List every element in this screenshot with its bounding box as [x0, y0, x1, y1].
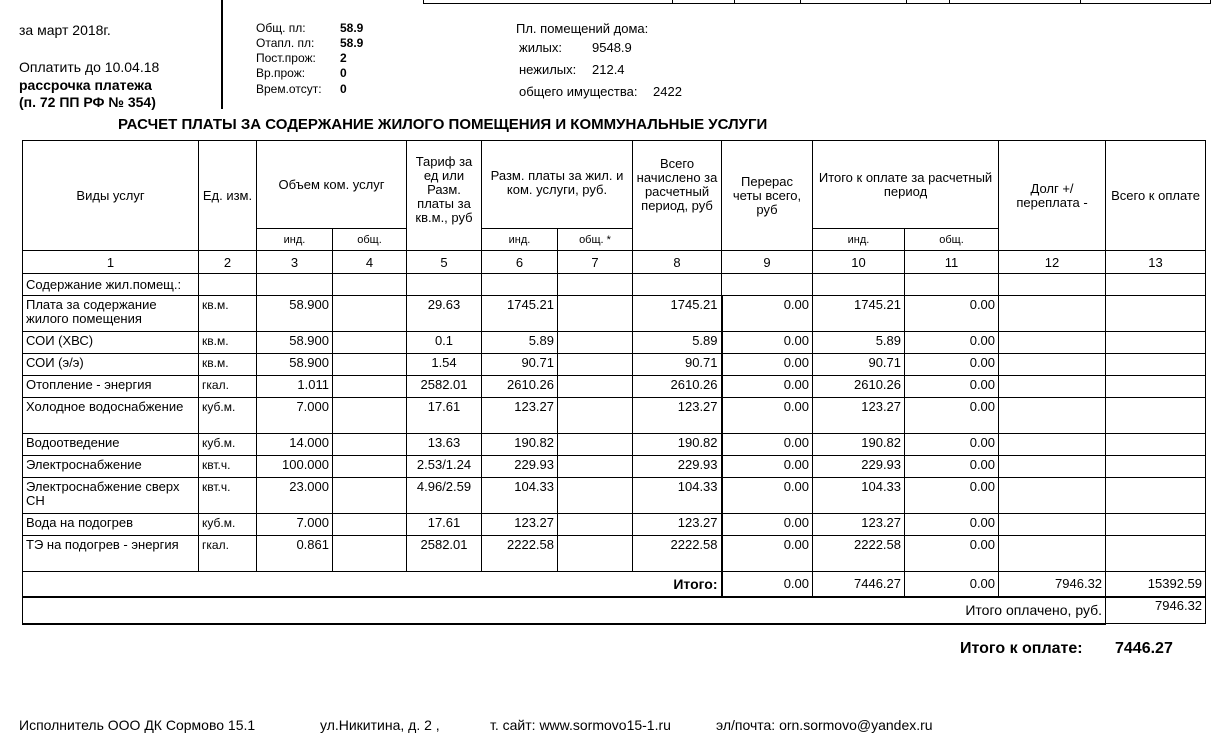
- payment-ind-cell: 123.27: [482, 398, 558, 434]
- debt-cell: [999, 514, 1106, 536]
- col-number: 7: [558, 251, 633, 274]
- table-row: [23, 434, 1206, 456]
- volume-common-cell: [333, 536, 407, 572]
- volume-ind-cell: 58.900: [257, 332, 333, 354]
- totals-to-pay: 15392.59: [1106, 572, 1206, 597]
- total-common-cell: 0.00: [905, 296, 999, 332]
- debt-cell: [999, 434, 1106, 456]
- table-row: [23, 536, 1206, 572]
- volume-ind-cell: 58.900: [257, 354, 333, 376]
- service-name: СОИ (э/э): [23, 354, 199, 376]
- total-ind-cell: 123.27: [813, 514, 905, 536]
- accrued-cell: 1745.21: [633, 296, 722, 332]
- totals-label: Итого:: [23, 572, 722, 597]
- debt-cell: [999, 354, 1106, 376]
- house-nonliving-value: 212.4: [592, 62, 625, 77]
- to-pay-cell: [1106, 536, 1206, 572]
- header-tariff: Тариф за ед или Разм. платы за кв.м., руб: [407, 141, 482, 251]
- accrued-cell: 229.93: [633, 456, 722, 478]
- debt-cell: [999, 376, 1106, 398]
- service-name: Водоотведение: [23, 434, 199, 456]
- header-total-ind: инд.: [813, 229, 905, 251]
- recalc-cell: 0.00: [722, 514, 813, 536]
- unit-cell: гкал.: [199, 536, 257, 572]
- house-areas-title: Пл. помещений дома:: [516, 21, 649, 36]
- accrued-cell: 104.33: [633, 478, 722, 514]
- debt-cell: [999, 456, 1106, 478]
- header-recalc: Перерас четы всего, руб: [722, 141, 813, 251]
- total-ind-cell: 90.71: [813, 354, 905, 376]
- unit-cell: куб.м.: [199, 398, 257, 434]
- total-ind-cell: 2222.58: [813, 536, 905, 572]
- top-table-fragment: [423, 0, 1211, 4]
- payment-ind-cell: 2222.58: [482, 536, 558, 572]
- volume-ind-cell: 100.000: [257, 456, 333, 478]
- section-row-label: Содержание жил.помещ.:: [23, 274, 199, 296]
- header-unit: Ед. изм.: [199, 141, 257, 251]
- total-common-cell: 0.00: [905, 398, 999, 434]
- to-pay-cell: [1106, 296, 1206, 332]
- tariff-cell: 0.1: [407, 332, 482, 354]
- table-row: [23, 478, 1206, 514]
- col-number: 3: [257, 251, 333, 274]
- header-volume: Объем ком. услуг: [257, 141, 407, 229]
- col-number: 10: [813, 251, 905, 274]
- payment-ind-cell: 104.33: [482, 478, 558, 514]
- house-common-value: 2422: [653, 84, 682, 99]
- installment-line1: рассрочка платежа: [19, 77, 152, 93]
- tariff-cell: 2582.01: [407, 376, 482, 398]
- stat-permanent-residents: Пост.прож: 2: [256, 51, 347, 65]
- footer-executor: Исполнитель ООО ДК Сормово 15.1: [19, 717, 256, 733]
- house-nonliving-label: нежилых:: [519, 62, 577, 77]
- header-volume-ind: инд.: [257, 229, 333, 251]
- col-number: 8: [633, 251, 722, 274]
- debt-cell: [999, 398, 1106, 434]
- recalc-cell: 0.00: [722, 296, 813, 332]
- to-pay-cell: [1106, 398, 1206, 434]
- total-ind-cell: 2610.26: [813, 376, 905, 398]
- recalc-cell: 0.00: [722, 536, 813, 572]
- table-row: [23, 296, 1206, 332]
- house-common-label: общего имущества:: [519, 84, 638, 99]
- accrued-cell: 5.89: [633, 332, 722, 354]
- col-number: 11: [905, 251, 999, 274]
- header-accrued: Всего начислено за расчетный период, руб: [633, 141, 722, 251]
- total-common-cell: 0.00: [905, 354, 999, 376]
- payment-common-cell: [558, 536, 633, 572]
- payment-common-cell: [558, 354, 633, 376]
- service-name: Электроснабжение сверх СН: [23, 478, 199, 514]
- volume-common-cell: [333, 332, 407, 354]
- payment-ind-cell: 229.93: [482, 456, 558, 478]
- header-payment-ind: инд.: [482, 229, 558, 251]
- debt-cell: [999, 536, 1106, 572]
- payment-ind-cell: 2610.26: [482, 376, 558, 398]
- unit-cell: куб.м.: [199, 514, 257, 536]
- accrued-cell: 2610.26: [633, 376, 722, 398]
- footer-email[interactable]: эл/почта: orn.sormovo@yandex.ru: [716, 717, 933, 733]
- col-number: 5: [407, 251, 482, 274]
- installment-line2: (п. 72 ПП РФ № 354): [19, 94, 156, 110]
- total-common-cell: 0.00: [905, 376, 999, 398]
- to-pay-cell: [1106, 332, 1206, 354]
- charges-table: [22, 140, 1206, 625]
- volume-common-cell: [333, 434, 407, 456]
- table-row: [23, 398, 1206, 434]
- paid-label: Итого оплачено, руб.: [23, 597, 1106, 624]
- table-row: [23, 354, 1206, 376]
- table-row: [23, 514, 1206, 536]
- stat-temporary-residents: Вр.прож: 0: [256, 66, 347, 80]
- header-volume-common: общ.: [333, 229, 407, 251]
- volume-ind-cell: 7.000: [257, 514, 333, 536]
- house-living-value: 9548.9: [592, 40, 632, 55]
- volume-common-cell: [333, 514, 407, 536]
- table-row: [23, 332, 1206, 354]
- payment-common-cell: [558, 296, 633, 332]
- payment-common-cell: [558, 456, 633, 478]
- payment-common-cell: [558, 478, 633, 514]
- col-number: 9: [722, 251, 813, 274]
- service-name: Холодное водоснабжение: [23, 398, 199, 434]
- col-number: 6: [482, 251, 558, 274]
- col-number: 13: [1106, 251, 1206, 274]
- totals-debt: 7946.32: [999, 572, 1106, 597]
- total-common-cell: 0.00: [905, 478, 999, 514]
- volume-common-cell: [333, 376, 407, 398]
- table-row: [23, 376, 1206, 398]
- total-ind-cell: 123.27: [813, 398, 905, 434]
- grand-total-label: Итого к оплате:: [960, 640, 1083, 657]
- unit-cell: кв.м.: [199, 332, 257, 354]
- total-common-cell: 0.00: [905, 332, 999, 354]
- total-ind-cell: 1745.21: [813, 296, 905, 332]
- header-payment: Разм. платы за жил. и ком. услуги, руб.: [482, 141, 633, 229]
- paid-value: 7946.32: [1106, 597, 1206, 624]
- section-title: РАСЧЕТ ПЛАТЫ ЗА СОДЕРЖАНИЕ ЖИЛОГО ПОМЕЩЕНИЯ И КОММУНАЛЬНЫЕ УСЛУГИ: [118, 116, 768, 133]
- header-to-pay: Всего к оплате: [1106, 141, 1206, 251]
- unit-cell: квт.ч.: [199, 456, 257, 478]
- payment-common-cell: [558, 514, 633, 536]
- tariff-cell: 29.63: [407, 296, 482, 332]
- tariff-cell: 4.96/2.59: [407, 478, 482, 514]
- debt-cell: [999, 296, 1106, 332]
- house-living-label: жилых:: [519, 40, 562, 55]
- unit-cell: квт.ч.: [199, 478, 257, 514]
- header-total-common: общ.: [905, 229, 999, 251]
- grand-total-value: 7446.27: [1115, 640, 1173, 657]
- volume-common-cell: [333, 478, 407, 514]
- recalc-cell: 0.00: [722, 478, 813, 514]
- pay-until-label: Оплатить до 10.04.18: [19, 59, 160, 75]
- stat-heated-area: Отапл. пл: 58.9: [256, 36, 364, 50]
- total-ind-cell: 229.93: [813, 456, 905, 478]
- total-ind-cell: 5.89: [813, 332, 905, 354]
- col-number: 2: [199, 251, 257, 274]
- payment-ind-cell: 5.89: [482, 332, 558, 354]
- header-debt: Долг +/ переплата -: [999, 141, 1106, 251]
- recalc-cell: 0.00: [722, 376, 813, 398]
- payment-common-cell: [558, 332, 633, 354]
- to-pay-cell: [1106, 376, 1206, 398]
- recalc-cell: 0.00: [722, 398, 813, 434]
- accrued-cell: 123.27: [633, 398, 722, 434]
- footer-address: ул.Никитина, д. 2 ,: [320, 717, 440, 733]
- payment-common-cell: [558, 376, 633, 398]
- accrued-cell: 2222.58: [633, 536, 722, 572]
- accrued-cell: 190.82: [633, 434, 722, 456]
- table-row: [23, 456, 1206, 478]
- service-name: Отопление - энергия: [23, 376, 199, 398]
- total-ind-cell: 190.82: [813, 434, 905, 456]
- debt-cell: [999, 332, 1106, 354]
- payment-ind-cell: 1745.21: [482, 296, 558, 332]
- volume-ind-cell: 0.861: [257, 536, 333, 572]
- volume-ind-cell: 23.000: [257, 478, 333, 514]
- tariff-cell: 2.53/1.24: [407, 456, 482, 478]
- service-name: СОИ (ХВС): [23, 332, 199, 354]
- payment-ind-cell: 123.27: [482, 514, 558, 536]
- payment-common-cell: [558, 398, 633, 434]
- volume-ind-cell: 1.011: [257, 376, 333, 398]
- tariff-cell: 17.61: [407, 514, 482, 536]
- unit-cell: кв.м.: [199, 354, 257, 376]
- to-pay-cell: [1106, 478, 1206, 514]
- service-name: ТЭ на подогрев - энергия: [23, 536, 199, 572]
- total-common-cell: 0.00: [905, 536, 999, 572]
- volume-common-cell: [333, 354, 407, 376]
- tariff-cell: 17.61: [407, 398, 482, 434]
- volume-ind-cell: 14.000: [257, 434, 333, 456]
- to-pay-cell: [1106, 456, 1206, 478]
- stat-temporary-absent: Врем.отсут: 0: [256, 82, 347, 96]
- service-name: Электроснабжение: [23, 456, 199, 478]
- volume-common-cell: [333, 398, 407, 434]
- debt-cell: [999, 478, 1106, 514]
- header-payment-common: общ. *: [558, 229, 633, 251]
- totals-recalc: 0.00: [722, 572, 813, 597]
- volume-ind-cell: 7.000: [257, 398, 333, 434]
- recalc-cell: 0.00: [722, 354, 813, 376]
- accrued-cell: 123.27: [633, 514, 722, 536]
- recalc-cell: 0.00: [722, 332, 813, 354]
- header-service: Виды услуг: [23, 141, 199, 251]
- volume-ind-cell: 58.900: [257, 296, 333, 332]
- col-number: 1: [23, 251, 199, 274]
- unit-cell: гкал.: [199, 376, 257, 398]
- stat-total-area: Общ. пл: 58.9: [256, 21, 364, 35]
- to-pay-cell: [1106, 354, 1206, 376]
- tariff-cell: 13.63: [407, 434, 482, 456]
- to-pay-cell: [1106, 514, 1206, 536]
- col-number: 4: [333, 251, 407, 274]
- period-label: за март 2018г.: [19, 22, 111, 38]
- totals-ind: 7446.27: [813, 572, 905, 597]
- service-name: Плата за содержание жилого помещения: [23, 296, 199, 332]
- payment-ind-cell: 90.71: [482, 354, 558, 376]
- tariff-cell: 1.54: [407, 354, 482, 376]
- header-divider: [221, 0, 223, 109]
- totals-common: 0.00: [905, 572, 999, 597]
- volume-common-cell: [333, 296, 407, 332]
- total-ind-cell: 104.33: [813, 478, 905, 514]
- volume-common-cell: [333, 456, 407, 478]
- recalc-cell: 0.00: [722, 456, 813, 478]
- unit-cell: куб.м.: [199, 434, 257, 456]
- unit-cell: кв.м.: [199, 296, 257, 332]
- col-number: 12: [999, 251, 1106, 274]
- payment-common-cell: [558, 434, 633, 456]
- service-name: Вода на подогрев: [23, 514, 199, 536]
- accrued-cell: 90.71: [633, 354, 722, 376]
- total-common-cell: 0.00: [905, 514, 999, 536]
- tariff-cell: 2582.01: [407, 536, 482, 572]
- footer-site[interactable]: т. сайт: www.sormovo15-1.ru: [490, 717, 671, 733]
- to-pay-cell: [1106, 434, 1206, 456]
- payment-ind-cell: 190.82: [482, 434, 558, 456]
- total-common-cell: 0.00: [905, 434, 999, 456]
- total-common-cell: 0.00: [905, 456, 999, 478]
- header-total-period: Итого к оплате за расчетный период: [813, 141, 999, 229]
- recalc-cell: 0.00: [722, 434, 813, 456]
